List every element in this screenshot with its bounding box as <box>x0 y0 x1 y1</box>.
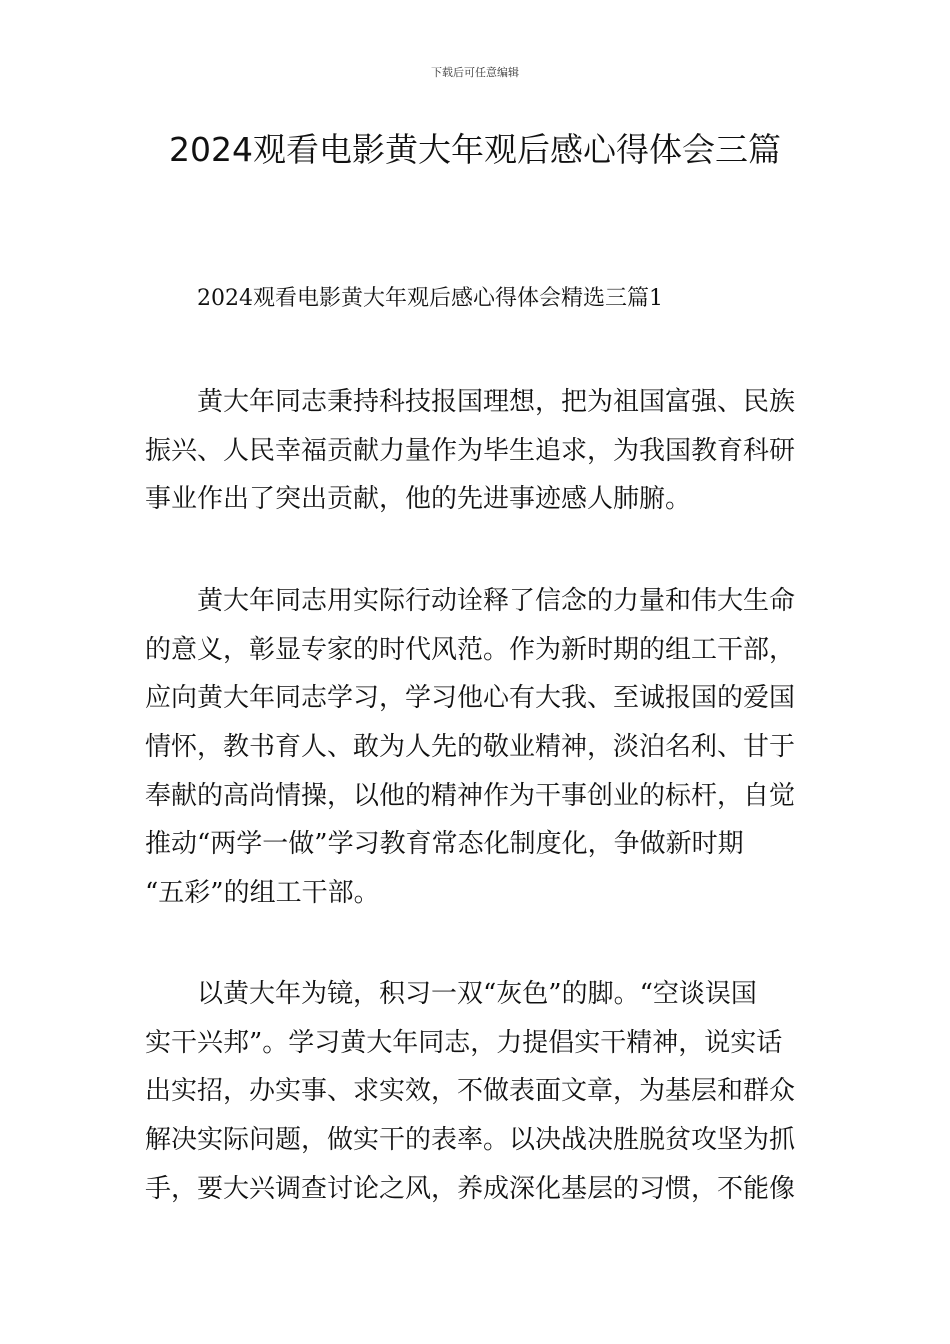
paragraph-line: 黄大年同志用实际行动诠释了信念的力量和伟大生命 <box>145 586 796 616</box>
paragraph-line: 黄大年同志秉持科技报国理想，把为祖国富强、民族 <box>145 387 796 417</box>
paragraph-line: 推动“两学一做”学习教育常态化制度化，争做新时期 <box>145 829 744 860</box>
paragraph-line: 手，要大兴调查讨论之风，养成深化基层的习惯，不能像 <box>145 1173 796 1204</box>
paragraph-line: 以黄大年为镜，积习一双“灰色”的脚。“空谈误国 <box>145 979 757 1009</box>
paragraph-line: 实干兴邦”。学习黄大年同志，力提倡实干精神，说实话 <box>145 1027 783 1058</box>
paragraph-line: 出实招，办实事、求实效，不做表面文章，为基层和群众 <box>145 1076 796 1107</box>
paragraph-3 <box>145 970 813 1213</box>
paragraph-line: 解决实际问题，做实干的表率。以决战决胜脱贫攻坚为抓 <box>145 1125 796 1156</box>
paragraph-line: “五彩”的组工干部。 <box>145 878 380 909</box>
paragraph-line: 的意义，彰显专家的时代风范。作为新时期的组工干部， <box>145 634 796 665</box>
paragraph-line: 奉献的高尚情操，以他的精神作为干事创业的标杆，自觉 <box>145 780 796 811</box>
paragraph-2 <box>145 577 813 918</box>
document-title: 2024观看电影黄大年观后感心得体会三篇 <box>169 130 781 169</box>
paragraph-1 <box>145 378 813 524</box>
paragraph-line: 振兴、人民幸福贡献力量作为毕生追求，为我国教育科研 <box>145 435 796 466</box>
paragraph-line: 情怀，教书育人、敢为人先的敬业精神，淡泊名利、甘于 <box>145 732 796 763</box>
section-title: 2024观看电影黄大年观后感心得体会精选三篇1 <box>197 286 663 311</box>
paragraph-line: 应向黄大年同志学习，学习他心有大我、至诚报国的爱国 <box>145 683 796 714</box>
header-note: 下载后可任意编辑 <box>431 66 519 79</box>
paragraph-line: 事业作出了突出贡献，他的先进事迹感人肺腑。 <box>145 484 692 515</box>
